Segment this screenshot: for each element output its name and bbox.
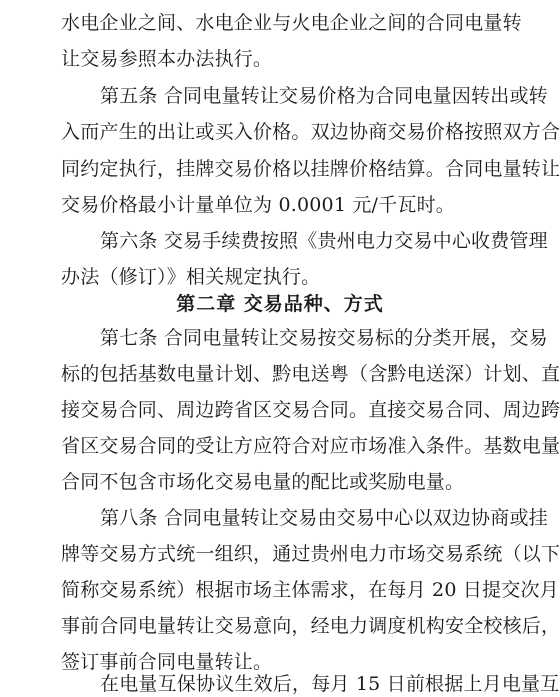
text-line: 标的包括基数电量计划、黔电送粤（含黔电送深）计划、直 (61, 363, 560, 385)
text-line: 水电企业之间、水电企业与火电企业之间的合同电量转 (61, 12, 522, 34)
article-5-line: 第五条 合同电量转让交易价格为合同电量因转出或转 (100, 85, 548, 107)
chapter-heading: 第二章 交易品种、方式 (176, 293, 384, 315)
text-line: 办法（修订）》相关规定执行。 (61, 266, 321, 288)
text-line: 入而产生的出让或买入价格。双边协商交易价格按照双方合 (61, 121, 560, 143)
text-line: 牌等交易方式统一组织，通过贵州电力市场交易系统（以下 (61, 543, 560, 565)
article-8-line: 第八条 合同电量转让交易由交易中心以双边协商或挂 (100, 507, 548, 529)
article-6-line: 第六条 交易手续费按照《贵州电力交易中心收费管理 (100, 230, 548, 252)
text-line: 在电量互保协议生效后，每月 15 日前根据上月电量互 (100, 673, 560, 695)
text-line: 接交易合同、周边跨省区交易合同。直接交易合同、周边跨 (61, 399, 560, 421)
text-line: 合同不包含市场化交易电量的配比或奖励电量。 (61, 471, 465, 493)
text-line: 省区交易合同的受让方应符合对应市场准入条件。基数电量 (61, 435, 560, 457)
article-7-line: 第七条 合同电量转让交易按交易标的分类开展，交易 (100, 327, 548, 349)
text-line: 简称交易系统）根据市场主体需求，在每月 20 日提交次月 (61, 579, 559, 601)
text-line: 让交易参照本办法执行。 (61, 48, 273, 70)
text-line: 事前合同电量转让交易意向，经电力调度机构安全校核后， (61, 615, 560, 637)
text-line: 同约定执行，挂牌交易价格以挂牌价格结算。合同电量转让 (61, 158, 560, 180)
text-line: 交易价格最小计量单位为 0.0001 元/千瓦时。 (61, 194, 455, 216)
text-line: 签订事前合同电量转让。 (61, 651, 273, 673)
